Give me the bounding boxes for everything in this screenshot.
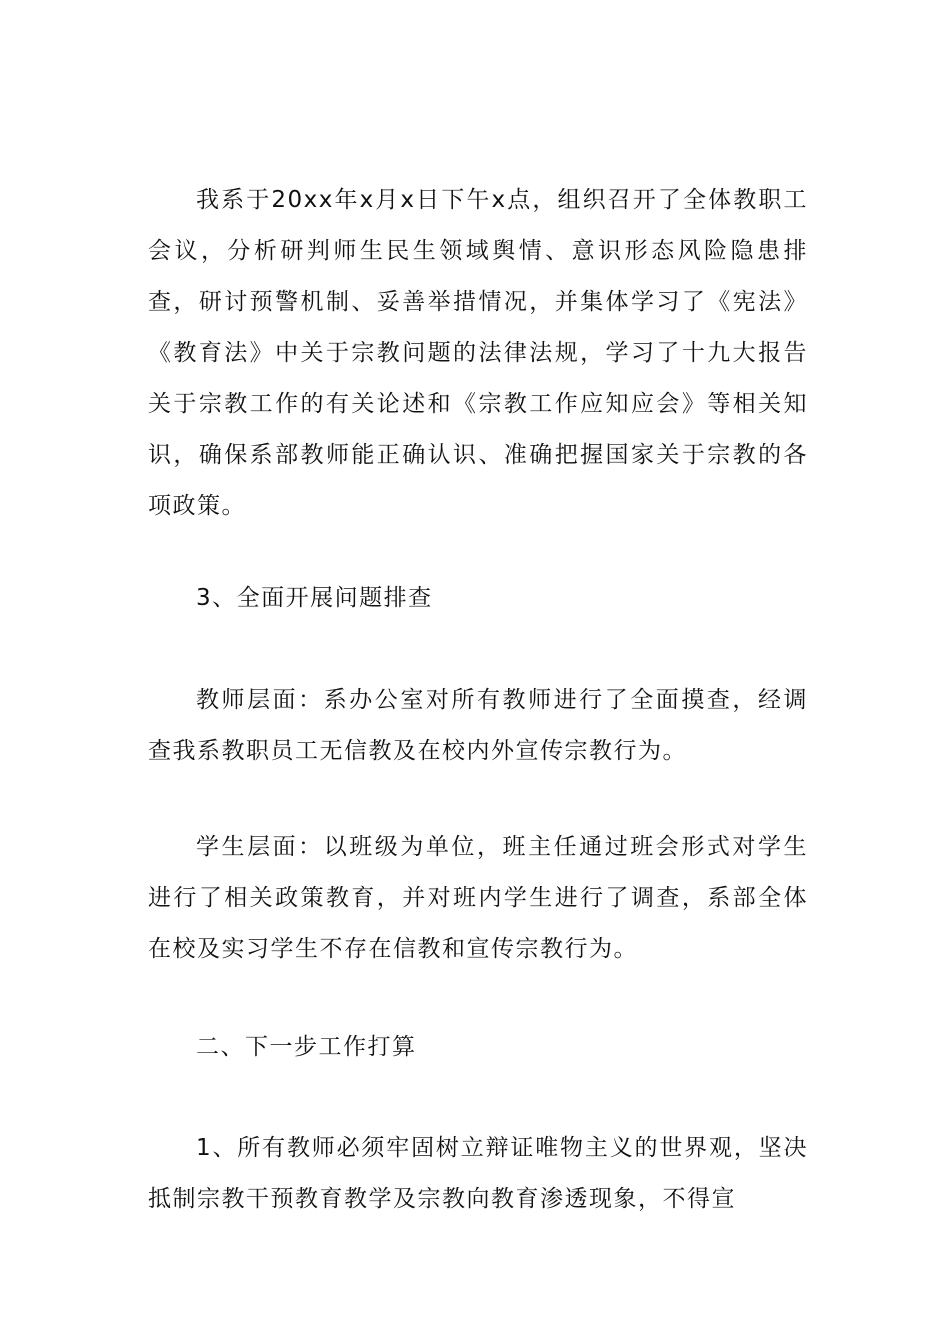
intro-paragraph: 我系于20xx年x月x日下午x点，组织召开了全体教职工会议，分析研判师生民生领域舆情、意识形态风险隐患排查，研讨预警机制、妥善举措情况，并集体学习了《宪法》《教育法》中关于宗教问题的法律法规，学习了十九大报告关于宗教工作的有关论述和《宗教工作应知应会》等相关知识，确保系部教师能正确认识、准确把握国家关于宗教的各项政策。 <box>148 187 808 519</box>
section-heading-problem-check: 3、全面开展问题排查 <box>196 585 433 611</box>
section-heading-next-steps: 二、下一步工作打算 <box>196 1034 417 1060</box>
next-step-1-paragraph: 1、所有教师必须牢固树立辩证唯物主义的世界观，坚决抵制宗教干预教育教学及宗教向教育渗透现象，不得宣 <box>148 1135 808 1212</box>
teacher-level-paragraph: 教师层面：系办公室对所有教师进行了全面摸查，经调查我系教职员工无信教及在校内外宣传宗教行为。 <box>148 687 808 764</box>
student-level-paragraph: 学生层面：以班级为单位，班主任通过班会形式对学生进行了相关政策教育，并对班内学生进行了调查，系部全体在校及实习学生不存在信教和宣传宗教行为。 <box>148 834 808 962</box>
